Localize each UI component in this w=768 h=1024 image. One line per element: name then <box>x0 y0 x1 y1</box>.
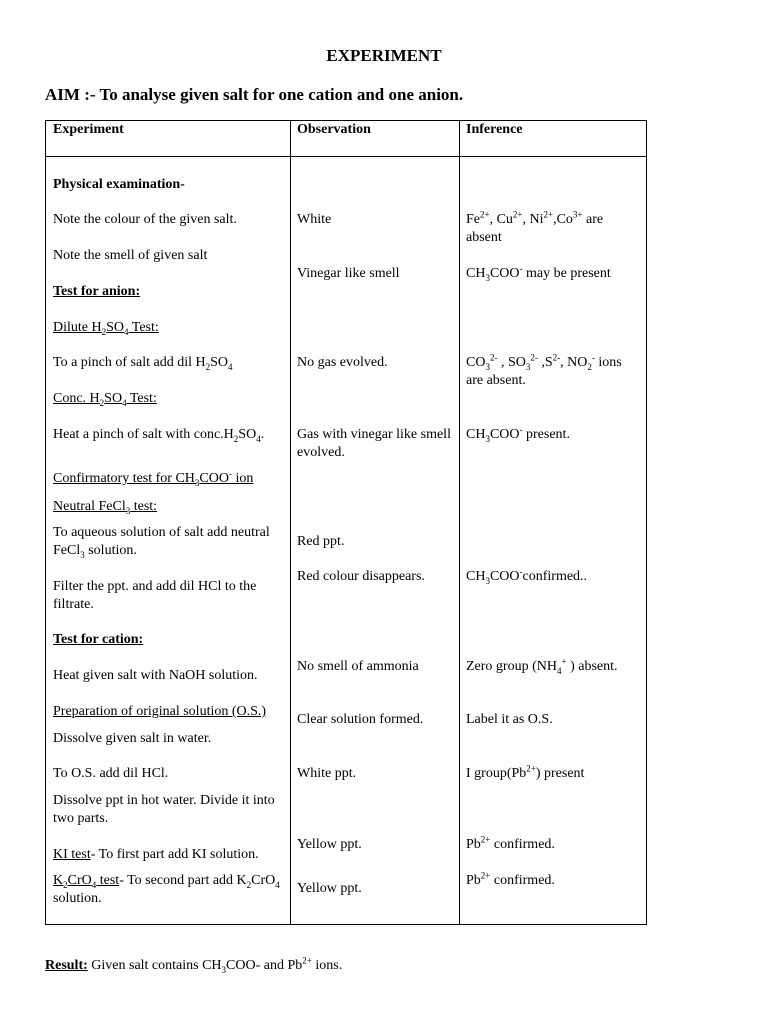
ki-test-step: KI test- To first part add KI solution. <box>53 847 259 862</box>
inf-absent-ions: $Fe^{2+}$, $Cu^{2+}$, $Ni^{2+},Co^{3+}$ are absent <box>466 209 604 245</box>
experiment-table <box>45 120 647 925</box>
obs-clear-solution: Clear solution formed. <box>297 712 424 727</box>
obs-red-disappears: Red colour disappears. <box>297 569 425 584</box>
inf-group1-present: I $group(Pb^{2+})$ present <box>466 763 585 781</box>
header-experiment: Experiment <box>53 122 124 137</box>
physical-exam-heading: Physical examination- <box>53 177 185 192</box>
obs-white: White <box>297 212 332 227</box>
header-observation: Observation <box>297 122 371 137</box>
column-divider <box>290 121 291 924</box>
smell-step: Note the smell of given salt <box>53 248 208 263</box>
header-inference: Inference <box>466 122 523 137</box>
obs-red-ppt: Red ppt. <box>297 534 345 549</box>
filter-step: Filter the ppt. and add dil HCl to the filtrate. <box>53 579 257 612</box>
conc-test-heading: Conc. $H_2SO_4$ Test: <box>53 391 157 408</box>
dilute-test-heading: Dilute $H_2SO_4$ Test: <box>53 320 159 337</box>
obs-gas-vinegar: Gas with vinegar like smell evolved. <box>297 427 451 460</box>
aim-statement: AIM :- To analyse given salt for one cation and one anion. <box>45 85 464 104</box>
inf-zero-group-absent: Zero group ($NH_4^+$ ) absent. <box>466 656 618 676</box>
inf-label-os: Label it as O.S. <box>466 712 553 727</box>
inf-acetate-present: $CH_3COO^-$ present. <box>466 424 570 444</box>
inf-pb-confirmed-k2cro4: $Pb^{2+}$ confirmed. <box>466 870 555 888</box>
obs-vinegar: Vinegar like smell <box>297 266 400 281</box>
cation-heading: Test for cation: <box>53 632 144 647</box>
conc-test-step: Heat a pinch of salt with $conc.H_2SO_4$. <box>53 427 265 444</box>
dissolve-step: Dissolve given salt in water. <box>53 731 212 746</box>
result-statement: Result: Given salt contains $CH_3COO-$ and $Pb^{2+}$ ions. <box>45 955 343 975</box>
inf-pb-confirmed-ki: $Pb^{2+}$ confirmed. <box>466 834 555 852</box>
hot-water-step: Dissolve ppt in hot water. Divide it into two parts. <box>53 793 275 826</box>
anion-heading: Test for anion: <box>53 284 141 299</box>
column-divider <box>459 121 460 924</box>
inf-anions-absent: $CO_3^{2-}$ , $SO_3^{2-}$ $,S^{2-}$, $NO_2^-$ ions are absent. <box>466 352 622 388</box>
fecl3-step: To aqueous solution of salt add neutral FeCl$_3$ solution. <box>53 525 270 560</box>
obs-yellow-ppt-k2cro4: Yellow ppt. <box>297 881 362 896</box>
dilute-test-step: To a pinch of salt add dil $H_2SO_4$ <box>53 355 233 372</box>
k2cro4-test-step: $K_2CrO_4$ test- To second part add $K_2CrO_4$ solution. <box>53 873 280 906</box>
obs-white-ppt: White ppt. <box>297 766 357 781</box>
naoh-step: Heat given salt with NaOH solution. <box>53 668 258 683</box>
inf-acetate-confirmed: $CH_3COO^-confirmed$.. <box>466 566 588 586</box>
header-divider <box>46 156 646 157</box>
obs-no-ammonia: No smell of ammonia <box>297 659 419 674</box>
page-title: EXPERIMENT <box>326 46 442 65</box>
obs-no-gas: No gas evolved. <box>297 355 388 370</box>
os-hcl-step: To O.S. add dil HCl. <box>53 766 169 781</box>
fecl3-heading: Neutral FeCl$_3$ test: <box>53 499 158 516</box>
colour-step: Note the colour of the given salt. <box>53 212 237 227</box>
obs-yellow-ppt-ki: Yellow ppt. <box>297 837 362 852</box>
inf-may-be-present: $CH_3COO^-$ may be present <box>466 263 611 283</box>
os-heading: Preparation of original solution (O.S.) <box>53 704 267 719</box>
confirmatory-heading: Confirmatory test for $CH_3COO^-$ ion <box>53 468 254 488</box>
